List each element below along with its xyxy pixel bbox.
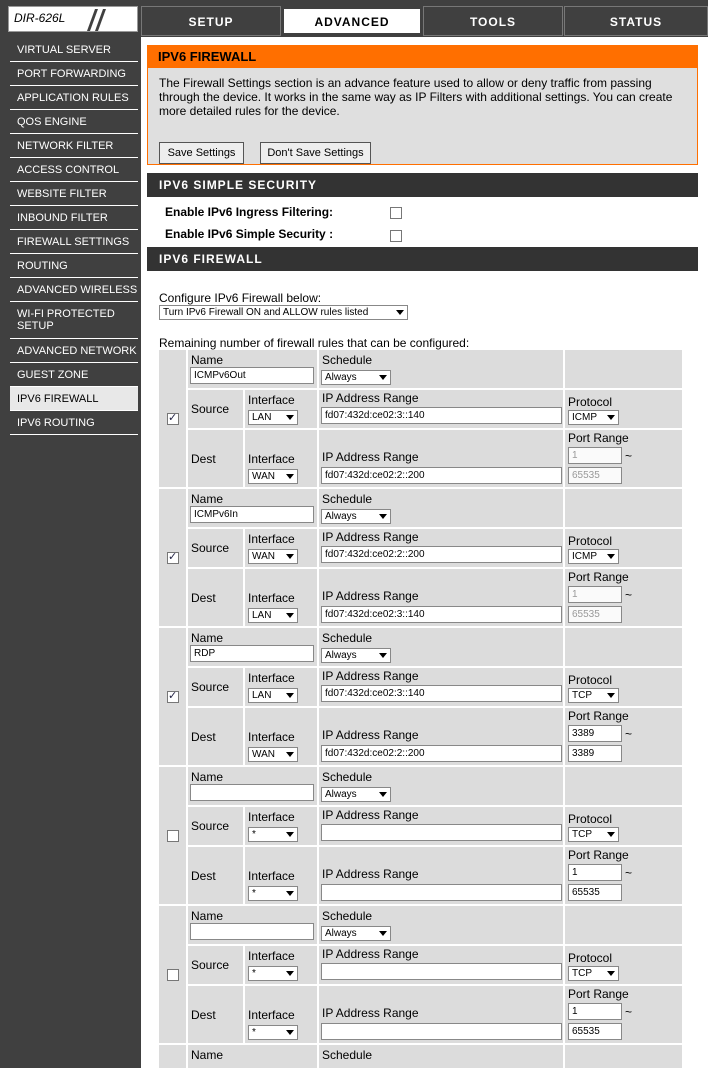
firewall-heading: IPV6 FIREWALL: [147, 247, 698, 271]
dest-interface-select-value: *: [252, 1027, 256, 1038]
rule-name-input[interactable]: ICMPv6In: [190, 506, 314, 523]
dest-ip-label: IP Address Range: [322, 867, 419, 881]
source-ip-label: IP Address Range: [322, 808, 419, 822]
chevron-down-icon: [286, 474, 294, 479]
port-from-input: 1: [568, 447, 622, 464]
port-range-label: Port Range: [568, 431, 629, 445]
source-label: Source: [191, 402, 230, 416]
schedule-select[interactable]: [321, 926, 391, 941]
dest-interface-select[interactable]: [248, 747, 298, 762]
chevron-down-icon: [286, 1030, 294, 1035]
chevron-down-icon: [379, 375, 387, 380]
rule-enable-checkbox[interactable]: [167, 691, 179, 703]
name-label: Name: [191, 492, 224, 506]
sidebar-item-virtual-server[interactable]: VIRTUAL SERVER: [10, 38, 138, 62]
source-ip-input[interactable]: fd07:432d:ce02:3::140: [321, 685, 562, 702]
dest-interface-label: Interface: [248, 730, 295, 744]
protocol-select[interactable]: [568, 827, 619, 842]
dest-interface-select[interactable]: [248, 1025, 298, 1040]
rule-name-input[interactable]: ICMPv6Out: [190, 367, 314, 384]
source-ip-label: IP Address Range: [322, 530, 419, 544]
source-interface-select-value: WAN: [252, 551, 275, 562]
schedule-select-value: Always: [325, 511, 357, 522]
simple-security-label: Enable IPv6 Simple Security :: [165, 227, 334, 241]
name-label: Name: [191, 631, 224, 645]
rule-name-input[interactable]: [190, 784, 314, 801]
chevron-down-icon: [607, 832, 615, 837]
ingress-filtering-label: Enable IPv6 Ingress Filtering:: [165, 205, 334, 219]
dest-interface-select[interactable]: [248, 469, 298, 484]
chevron-down-icon: [286, 613, 294, 618]
chevron-down-icon: [607, 415, 615, 420]
dest-ip-label: IP Address Range: [322, 728, 419, 742]
dest-interface-select[interactable]: [248, 886, 298, 901]
source-ip-label: IP Address Range: [322, 947, 419, 961]
protocol-label: Protocol: [568, 812, 613, 826]
source-interface-select[interactable]: [248, 966, 298, 981]
source-interface-select-value: LAN: [252, 412, 272, 423]
dest-interface-select-value: LAN: [252, 610, 272, 621]
sidebar-item-port-forwarding[interactable]: PORT FORWARDING: [10, 62, 138, 86]
dest-interface-select-value: WAN: [252, 471, 275, 482]
schedule-label: Schedule: [322, 631, 373, 645]
protocol-label: Protocol: [568, 534, 613, 548]
configure-label: Configure IPv6 Firewall below:: [159, 291, 322, 305]
brand-logo: [8, 6, 138, 32]
remaining-rules-label: Remaining number of firewall rules that can be configured:: [159, 336, 470, 350]
page-title: IPV6 FIREWALL: [148, 46, 697, 68]
chevron-down-icon: [286, 891, 294, 896]
protocol-select-value: TCP: [572, 829, 592, 840]
main-content: [141, 37, 708, 1068]
schedule-label: Schedule: [322, 1048, 373, 1062]
chevron-down-icon: [286, 554, 294, 559]
sidebar-item-website-filter[interactable]: WEBSITE FILTER: [10, 182, 138, 206]
port-to-input: 65535: [568, 606, 622, 623]
schedule-select-value: Always: [325, 928, 357, 939]
name-label: Name: [191, 353, 224, 367]
source-ip-label: IP Address Range: [322, 669, 419, 683]
port-range-separator: ~: [625, 449, 633, 463]
source-ip-input[interactable]: [321, 963, 562, 980]
empty-cell: [565, 489, 682, 527]
schedule-label: Schedule: [322, 353, 373, 367]
dest-label: Dest: [191, 591, 216, 605]
protocol-select[interactable]: [568, 966, 619, 981]
chevron-down-icon: [379, 792, 387, 797]
source-ip-input[interactable]: fd07:432d:ce02:3::140: [321, 407, 562, 424]
rules-table: [158, 350, 683, 1068]
protocol-select-value: TCP: [572, 968, 592, 979]
dest-interface-label: Interface: [248, 452, 295, 466]
schedule-label: Schedule: [322, 492, 373, 506]
protocol-select[interactable]: [568, 410, 619, 425]
sidebar-item-qos-engine[interactable]: QOS ENGINE: [10, 110, 138, 134]
source-interface-select-value: *: [252, 829, 256, 840]
rule-name-input[interactable]: [190, 923, 314, 940]
dest-label: Dest: [191, 869, 216, 883]
chevron-down-icon: [286, 971, 294, 976]
port-range-label: Port Range: [568, 709, 629, 723]
dest-interface-label: Interface: [248, 591, 295, 605]
sidebar-item-ipv6-routing[interactable]: IPV6 ROUTING: [10, 411, 138, 435]
sidebar-item-inbound-filter[interactable]: INBOUND FILTER: [10, 206, 138, 230]
schedule-label: Schedule: [322, 770, 373, 784]
schedule-select[interactable]: [321, 370, 391, 385]
dest-interface-select[interactable]: [248, 608, 298, 623]
sidebar-item-routing[interactable]: ROUTING: [10, 254, 138, 278]
protocol-select[interactable]: [568, 688, 619, 703]
firewall-mode-value: Turn IPv6 Firewall ON and ALLOW rules listed: [163, 307, 369, 318]
source-interface-label: Interface: [248, 949, 295, 963]
source-ip-label: IP Address Range: [322, 391, 419, 405]
chevron-down-icon: [607, 554, 615, 559]
sidebar-item-advanced-wireless[interactable]: ADVANCED WIRELESS: [10, 278, 138, 302]
protocol-select[interactable]: [568, 549, 619, 564]
tab-tools[interactable]: TOOLS: [423, 6, 563, 36]
chevron-down-icon: [286, 832, 294, 837]
sidebar-item-advanced-network[interactable]: ADVANCED NETWORK: [10, 339, 138, 363]
dont-save-settings-button[interactable]: Don't Save Settings: [260, 142, 371, 164]
sidebar-item-firewall-settings[interactable]: FIREWALL SETTINGS: [10, 230, 138, 254]
dest-ip-label: IP Address Range: [322, 589, 419, 603]
simple-security-heading: IPV6 SIMPLE SECURITY: [147, 173, 698, 197]
port-range-label: Port Range: [568, 987, 629, 1001]
source-interface-select[interactable]: [248, 827, 298, 842]
tab-advanced[interactable]: ADVANCED: [282, 7, 422, 35]
dest-ip-input[interactable]: fd07:432d:ce02:2::200: [321, 467, 562, 484]
schedule-select-value: Always: [325, 372, 357, 383]
ingress-filtering-checkbox[interactable]: [390, 207, 402, 219]
port-range-label: Port Range: [568, 570, 629, 584]
chevron-down-icon: [379, 514, 387, 519]
chevron-down-icon: [379, 931, 387, 936]
rule-name-input[interactable]: RDP: [190, 645, 314, 662]
source-ip-input[interactable]: [321, 824, 562, 841]
port-from-input: 1: [568, 586, 622, 603]
chevron-down-icon: [379, 653, 387, 658]
source-label: Source: [191, 680, 230, 694]
dest-label: Dest: [191, 1008, 216, 1022]
schedule-select[interactable]: [321, 509, 391, 524]
dest-ip-input[interactable]: fd07:432d:ce02:3::140: [321, 606, 562, 623]
dest-label: Dest: [191, 730, 216, 744]
dest-label: Dest: [191, 452, 216, 466]
port-range-separator: ~: [625, 866, 633, 880]
rule-enable-checkbox[interactable]: [167, 830, 179, 842]
dest-ip-label: IP Address Range: [322, 1006, 419, 1020]
source-label: Source: [191, 541, 230, 555]
name-label: Name: [191, 1048, 224, 1062]
empty-cell: [565, 1045, 682, 1068]
protocol-select-value: TCP: [572, 690, 592, 701]
protocol-select-value: ICMP: [572, 412, 597, 423]
save-settings-button[interactable]: Save Settings: [159, 142, 244, 164]
source-interface-select-value: *: [252, 968, 256, 979]
port-to-input: 65535: [568, 467, 622, 484]
source-interface-select[interactable]: [248, 688, 298, 703]
port-range-label: Port Range: [568, 848, 629, 862]
empty-cell: [565, 628, 682, 666]
rule-enable-checkbox[interactable]: [167, 552, 179, 564]
rule-checkbox-cell: [159, 1045, 186, 1068]
dest-ip-input[interactable]: [321, 884, 562, 901]
dest-ip-input[interactable]: fd07:432d:ce02:2::200: [321, 745, 562, 762]
port-range-separator: ~: [625, 588, 633, 602]
dest-interface-label: Interface: [248, 869, 295, 883]
name-label: Name: [191, 770, 224, 784]
sidebar-item-network-filter[interactable]: NETWORK FILTER: [10, 134, 138, 158]
chevron-down-icon: [607, 693, 615, 698]
tab-status[interactable]: STATUS: [564, 6, 708, 36]
chevron-down-icon: [607, 971, 615, 976]
source-interface-select[interactable]: [248, 410, 298, 425]
firewall-mode-select[interactable]: [159, 305, 408, 320]
sidebar-item-application-rules[interactable]: APPLICATION RULES: [10, 86, 138, 110]
source-interface-select[interactable]: [248, 549, 298, 564]
rule-enable-checkbox[interactable]: [167, 969, 179, 981]
tab-setup[interactable]: SETUP: [141, 6, 281, 36]
port-to-input[interactable]: 65535: [568, 1023, 622, 1040]
empty-cell: [565, 767, 682, 805]
port-to-input[interactable]: 3389: [568, 745, 622, 762]
chevron-down-icon: [396, 310, 404, 315]
dest-interface-label: Interface: [248, 1008, 295, 1022]
chevron-down-icon: [286, 415, 294, 420]
simple-security-checkbox[interactable]: [390, 230, 402, 242]
source-interface-select-value: LAN: [252, 690, 272, 701]
port-from-input[interactable]: 1: [568, 864, 622, 881]
top-bar: [0, 0, 708, 36]
source-interface-label: Interface: [248, 393, 295, 407]
source-interface-label: Interface: [248, 532, 295, 546]
sidebar-item-guest-zone[interactable]: GUEST ZONE: [10, 363, 138, 387]
dest-interface-select-value: WAN: [252, 749, 275, 760]
source-ip-input[interactable]: fd07:432d:ce02:2::200: [321, 546, 562, 563]
intro-panel: [147, 45, 698, 165]
sidebar-item-wi-fi-protected-setup[interactable]: WI-FI PROTECTED SETUP: [10, 302, 138, 339]
model-name: DIR-626L: [14, 11, 66, 25]
dest-ip-label: IP Address Range: [322, 450, 419, 464]
schedule-select[interactable]: [321, 648, 391, 663]
port-range-separator: ~: [625, 727, 633, 741]
protocol-label: Protocol: [568, 673, 613, 687]
empty-cell: [565, 906, 682, 944]
dest-ip-input[interactable]: [321, 1023, 562, 1040]
source-label: Source: [191, 958, 230, 972]
source-interface-label: Interface: [248, 810, 295, 824]
schedule-select[interactable]: [321, 787, 391, 802]
schedule-select-value: Always: [325, 789, 357, 800]
intro-text: The Firewall Settings section is an advance feature used to allow or deny traffic from passing through the device. It works in the same way as IP Filters with additional settings. You can create more detailed rules for the device.: [159, 76, 673, 118]
dest-interface-select-value: *: [252, 888, 256, 899]
port-from-input[interactable]: 3389: [568, 725, 622, 742]
sidebar-item-access-control[interactable]: ACCESS CONTROL: [10, 158, 138, 182]
port-from-input[interactable]: 1: [568, 1003, 622, 1020]
port-to-input[interactable]: 65535: [568, 884, 622, 901]
schedule-select-value: Always: [325, 650, 357, 661]
source-label: Source: [191, 819, 230, 833]
chevron-down-icon: [286, 752, 294, 757]
rule-enable-checkbox[interactable]: [167, 413, 179, 425]
name-label: Name: [191, 909, 224, 923]
protocol-label: Protocol: [568, 951, 613, 965]
protocol-select-value: ICMP: [572, 551, 597, 562]
empty-cell: [565, 350, 682, 388]
chevron-down-icon: [286, 693, 294, 698]
protocol-label: Protocol: [568, 395, 613, 409]
port-range-separator: ~: [625, 1005, 633, 1019]
schedule-label: Schedule: [322, 909, 373, 923]
source-interface-label: Interface: [248, 671, 295, 685]
sidebar: [10, 38, 140, 1068]
sidebar-item-ipv6-firewall[interactable]: IPV6 FIREWALL: [10, 387, 138, 411]
